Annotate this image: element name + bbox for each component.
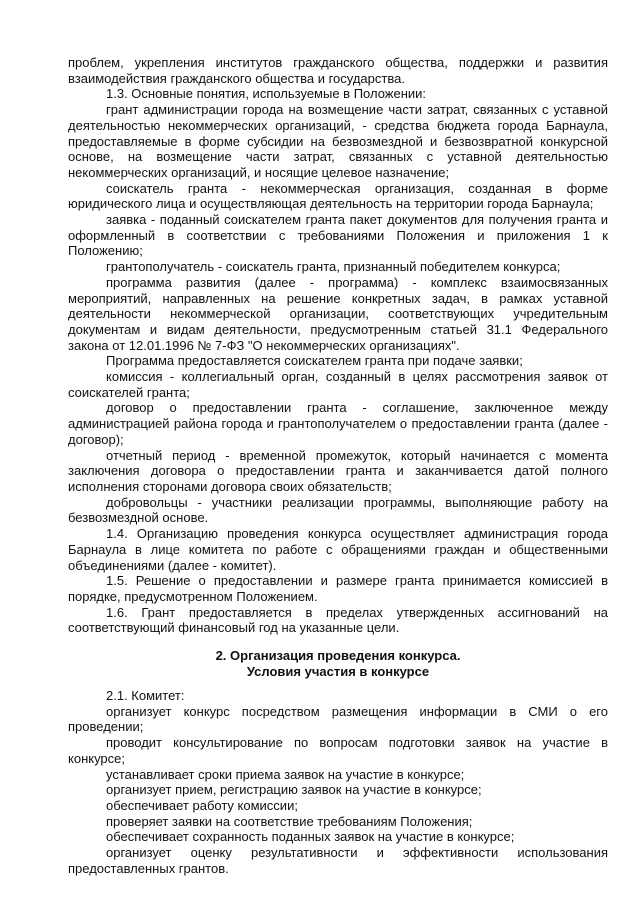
paragraph: 1.4. Организацию проведения конкурса осуществляет администрация города Барнаула в лице комитета по работе с обращениями граждан и общественными объединениями (далее - комитет). (68, 526, 608, 573)
paragraph: Программа предоставляется соискателем гранта при подаче заявки; (106, 353, 523, 369)
section-heading-line-1: 2. Организация проведения конкурса. (215, 648, 461, 664)
paragraphs-bottom (68, 688, 608, 876)
paragraph: проверяет заявки на соответствие требованиям Положения; (106, 813, 473, 829)
paragraph: организует оценку результативности и эффективности использования предоставленных грантов. (68, 845, 608, 876)
paragraph: устанавливает сроки приема заявок на участие в конкурсе; (106, 766, 465, 782)
paragraph: заявка - поданный соискателем гранта пакет документов для получения гранта и оформленный в соответствии с требованиями Положения и приложения 1 к Положению; (68, 212, 608, 259)
document-page (68, 55, 608, 876)
paragraph: 1.5. Решение о предоставлении и размере гранта принимается комиссией в порядке, предусмотренном Положением. (68, 573, 608, 604)
paragraph: отчетный период - временной промежуток, который начинается с момента заключения договора о предоставлении гранта и заканчивается датой полного исполнения сторонами договора своих обязательств; (68, 447, 608, 494)
paragraph: программа развития (далее - программа) - комплекс взаимосвязанных мероприятий, направленных на решение конкретных задач, в рамках уставной деятельности некоммерческой организации, соответствующих учредительным документам и видам деятельности, предусмотренным статьей 31.1 Федерального закона от 12.01.1996 № 7-ФЗ "О некоммерческих организациях". (68, 274, 608, 353)
section-heading-line-2: Условия участия в конкурсе (246, 664, 430, 680)
paragraph: проводит консультирование по вопросам подготовки заявок на участие в конкурсе; (68, 735, 608, 766)
paragraphs-top (68, 55, 608, 636)
paragraph: 1.6. Грант предоставляется в пределах утвержденных ассигнований на соответствующий финансовый год на указанные цели. (68, 604, 608, 636)
paragraph: обеспечивает работу комиссии; (106, 797, 298, 813)
paragraph: обеспечивает сохранность поданных заявок на участие в конкурсе; (106, 829, 515, 845)
paragraph: 2.1. Комитет: (106, 688, 185, 704)
paragraph: соискатель гранта - некоммерческая организация, созданная в форме юридического лица и осуществляющая деятельность на территории города Барнаула; (68, 180, 608, 212)
paragraph: грантополучатель - соискатель гранта, признанный победителем конкурса; (106, 259, 561, 275)
paragraph: грант администрации города на возмещение части затрат, связанных с уставной деятельностью некоммерческих организаций, - средства бюджета города Барнаула, предоставляемые в форме субсидии на безвозмездной и безвозвратной конкурсной основе, на возмещение части затрат, связанных с уставной деятельностью некоммерческих организаций, и носящие целевое назначение; (68, 102, 608, 180)
paragraph: проблем, укрепления институтов гражданского общества, поддержки и развития взаимодействия гражданского общества и государства. (68, 55, 608, 86)
paragraph: 1.3. Основные понятия, используемые в Положении: (106, 86, 427, 102)
section-heading (68, 648, 608, 680)
paragraph: добровольцы - участники реализации программы, выполняющие работу на безвозмездной основе. (68, 494, 608, 526)
paragraph: комиссия - коллегиальный орган, созданный в целях рассмотрения заявок от соискателей гранта; (68, 369, 608, 400)
paragraph: договор о предоставлении гранта - соглашение, заключенное между администрацией района города и грантополучателем о предоставлении гранта (далее - договор); (68, 400, 608, 447)
paragraph: организует прием, регистрацию заявок на участие в конкурсе; (106, 782, 482, 798)
paragraph: организует конкурс посредством размещения информации в СМИ о его проведении; (68, 703, 608, 735)
